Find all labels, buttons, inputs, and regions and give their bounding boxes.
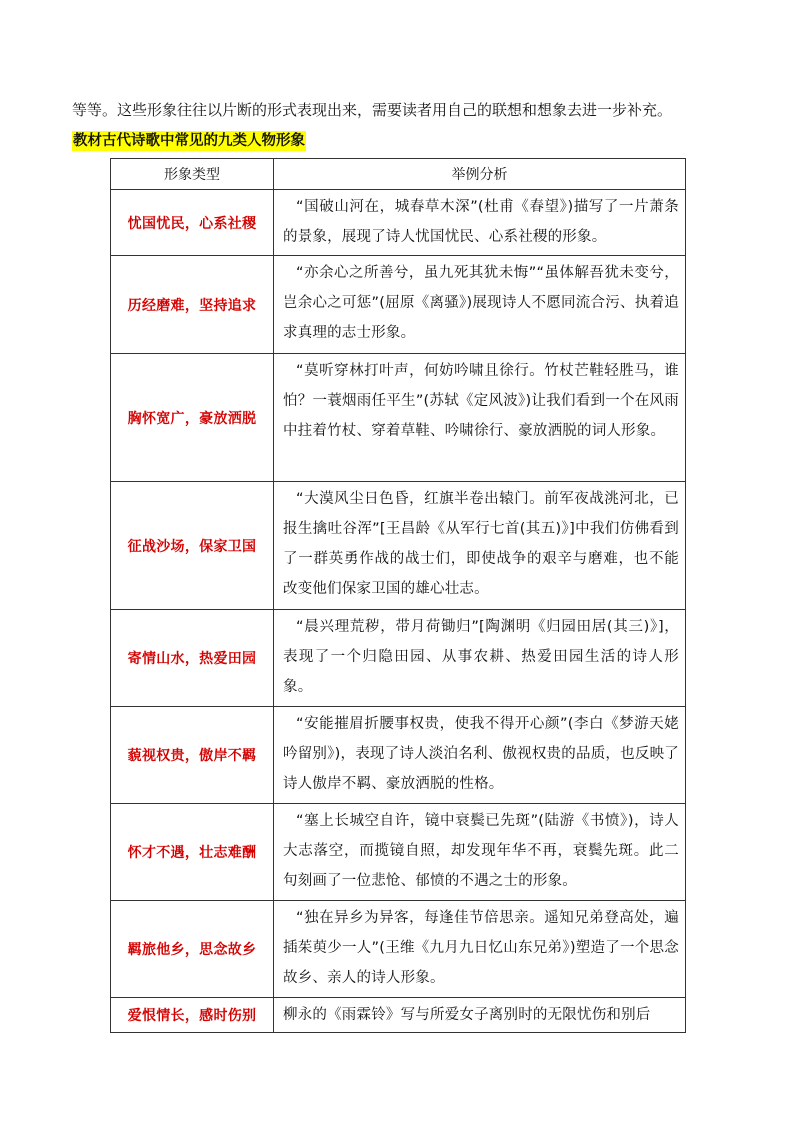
table-header-row <box>111 159 686 190</box>
table-row <box>111 354 686 482</box>
image-type-cell: 爱恨情长，感时伤别 <box>111 998 274 1033</box>
image-type-cell: 胸怀宽广，豪放洒脱 <box>111 354 274 482</box>
image-type-cell: 羁旅他乡，思念故乡 <box>111 901 274 998</box>
character-image-table <box>110 158 686 1033</box>
analysis-text: “莫听穿林打叶声，何妨吟啸且徐行。竹杖芒鞋轻胜马，谁怕？一蓑烟雨任平生”(苏轼《定风波》)让我们看到一个在风雨中拄着竹杖、穿着草鞋、吟啸徐行、豪放洒脱的词人形象。 <box>283 363 679 439</box>
analysis-cell <box>274 354 686 482</box>
header-analysis: 举例分析 <box>274 159 686 190</box>
header-type: 形象类型 <box>111 159 274 190</box>
table-row <box>111 707 686 804</box>
image-type-cell: 征战沙场，保家卫国 <box>111 482 274 610</box>
analysis-text: “独在异乡为异客，每逢佳节倍思亲。遥知兄弟登高处，遍插茱萸少一人”(王维《九月九日忆山东兄弟》)塑造了一个思念故乡、亲人的诗人形象。 <box>283 910 679 986</box>
table-row <box>111 190 686 256</box>
analysis-text: “晨兴理荒秽，带月荷锄归”[陶渊明《归园田居(其三)》]，表现了一个归隐田园、从事农耕、热爱田园生活的诗人形象。 <box>283 619 679 695</box>
analysis-text: 柳永的《雨霖铃》写与所爱女子离别时的无限忧伤和别后 <box>283 1007 651 1023</box>
analysis-cell <box>274 256 686 354</box>
analysis-text: “国破山河在，城春草木深”(杜甫《春望》)描写了一片萧条的景象，展现了诗人忧国忧民、心系社稷的形象。 <box>283 199 679 245</box>
table-row <box>111 256 686 354</box>
analysis-cell <box>274 190 686 256</box>
analysis-cell <box>274 998 686 1033</box>
analysis-cell <box>274 610 686 707</box>
analysis-text: “塞上长城空自许，镜中衰鬓已先斑”(陆游《书愤》)，诗人大志落空，而揽镜自照，却发现年华不再，衰鬓先斑。此二句刻画了一位悲怆、郁愤的不遇之士的形象。 <box>283 813 679 889</box>
intro-paragraph: 等等。这些形象往往以片断的形式表现出来，需要读者用自己的联想和想象去进一步补充。 <box>72 101 673 119</box>
image-type-cell: 藐视权贵，傲岸不羁 <box>111 707 274 804</box>
image-type-cell: 历经磨难，坚持追求 <box>111 256 274 354</box>
analysis-text: “亦余心之所善兮，虽九死其犹未悔”“虽体解吾犹未变兮，岂余心之可惩”(屈原《离骚》)展现诗人不愿同流合污、执着追求真理的志士形象。 <box>283 265 679 341</box>
table-row <box>111 804 686 901</box>
analysis-cell <box>274 707 686 804</box>
analysis-cell <box>274 901 686 998</box>
table-row <box>111 610 686 707</box>
analysis-text: “安能摧眉折腰事权贵，使我不得开心颜”(李白《梦游天姥吟留别》)，表现了诗人淡泊名利、傲视权贵的品质，也反映了诗人傲岸不羁、豪放洒脱的性格。 <box>283 716 679 792</box>
image-type-cell: 怀才不遇，壮志难酬 <box>111 804 274 901</box>
table-row <box>111 901 686 998</box>
section-heading: 教材古代诗歌中常见的九类人物形象 <box>73 133 305 149</box>
analysis-text: “大漠风尘日色昏，红旗半卷出辕门。前军夜战洮河北，已报生擒吐谷浑”[王昌龄《从军行七首(其五)》]中我们仿佛看到了一群英勇作战的战士们，即使战争的艰辛与磨难，也不能改变他们保家卫国的雄心壮志。 <box>283 491 679 597</box>
image-type-cell: 忧国忧民，心系社稷 <box>111 190 274 256</box>
analysis-cell <box>274 804 686 901</box>
table-row <box>111 482 686 610</box>
image-type-cell: 寄情山水，热爱田园 <box>111 610 274 707</box>
table-row <box>111 998 686 1033</box>
analysis-cell <box>274 482 686 610</box>
